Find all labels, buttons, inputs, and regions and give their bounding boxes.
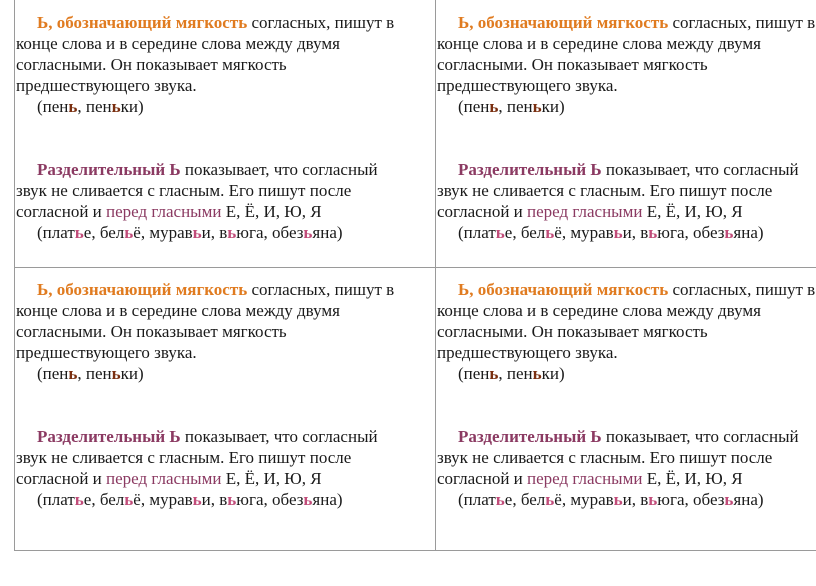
example-text: юга, обез [657,490,725,509]
rule-sep-text-3a: согласной и [437,202,528,221]
example-text: и, в [622,490,649,509]
example-text: юга, обез [657,223,725,242]
rule-card [16,279,436,539]
example-text: е, бел [504,223,546,242]
example-text: е, бел [83,223,125,242]
example-text: ё, мурав [554,490,614,509]
rule-sep-line-1 [437,159,816,180]
example-separating-sign: ь [192,490,202,509]
rule-soft-line-4: предшествующего звука. [16,76,197,95]
example-text: , пен [498,97,533,116]
spacer [437,117,816,159]
example-text: ки) [541,97,565,116]
soft-example-line [16,96,436,117]
example-text: юга, обез [236,490,304,509]
example-soft-sign: ь [532,364,542,383]
rule-sep-line-2: звук не сливается с гласным. Его пишут после [16,448,352,467]
example-soft-sign: ь [489,97,499,116]
example-separating-sign: ь [545,490,555,509]
example-text: ё, мурав [133,490,193,509]
example-text: ё, мурав [554,223,614,242]
rule-sep-text-3b: Е, Ё, И, Ю, Я [642,469,743,488]
highlight-before-vowels: перед гласными [527,469,643,488]
rule-sep-text-3b: Е, Ё, И, Ю, Я [221,469,322,488]
term-soft-sign: Ь, обозначающий мягкость [458,280,669,299]
term-separating-sign: Разделительный Ь [37,160,181,179]
rule-soft-line-1 [437,12,816,33]
term-soft-sign: Ь, обозначающий мягкость [37,13,248,32]
separating-example-line [437,222,816,243]
rule-card [437,12,816,272]
example-text: ки) [120,97,144,116]
example-text: юга, обез [236,223,304,242]
example-text: , пен [77,364,112,383]
example-text: ё, мурав [133,223,193,242]
example-separating-sign: ь [648,223,658,242]
example-separating-sign: ь [124,223,134,242]
example-separating-sign: ь [495,490,505,509]
term-soft-sign: Ь, обозначающий мягкость [458,13,669,32]
rule-sep-text-1: показывает, что согласный [180,160,378,179]
rule-card [437,279,816,539]
rule-sep-text-1: показывает, что согласный [601,160,799,179]
rule-sep-line-1 [16,159,436,180]
rule-sep-line-1 [437,426,816,447]
rule-soft-line-4: предшествующего звука. [437,343,618,362]
example-separating-sign: ь [613,223,623,242]
example-soft-sign: ь [68,97,78,116]
example-separating-sign: ь [303,223,313,242]
rule-soft-line-1 [16,12,436,33]
rule-sep-line-2: звук не сливается с гласным. Его пишут после [437,181,773,200]
example-separating-sign: ь [303,490,313,509]
rule-sep-text-3b: Е, Ё, И, Ю, Я [221,202,322,221]
example-soft-sign: ь [111,364,121,383]
rule-soft-line-2: конце слова и в середине слова между двумя [437,34,761,53]
rule-sep-line-3 [16,201,436,222]
example-separating-sign: ь [74,490,84,509]
rule-soft-line-3: согласными. Он показывает мягкость [437,322,708,341]
example-text: и, в [622,223,649,242]
rule-soft-text-1: согласных, пишут в [247,13,395,32]
rule-soft-line-4: предшествующего звука. [437,76,618,95]
rule-soft-line-3: согласными. Он показывает мягкость [437,55,708,74]
rule-sep-text-1: показывает, что согласный [180,427,378,446]
term-separating-sign: Разделительный Ь [458,160,602,179]
example-text: ки) [120,364,144,383]
rule-soft-line-3: согласными. Он показывает мягкость [16,55,287,74]
example-soft-sign: ь [489,364,499,383]
spacer [437,384,816,426]
rule-sep-line-1 [16,426,436,447]
example-text: (плат [37,490,75,509]
example-text: (плат [37,223,75,242]
rule-sep-line-2: звук не сливается с гласным. Его пишут после [437,448,773,467]
rule-soft-text-1: согласных, пишут в [668,13,816,32]
example-text: (плат [458,490,496,509]
example-text: (пен [37,97,69,116]
example-separating-sign: ь [227,223,237,242]
rule-soft-line-4: предшествующего звука. [16,343,197,362]
soft-example-line [437,96,816,117]
example-soft-sign: ь [532,97,542,116]
separating-example-line [16,489,436,510]
rule-soft-line-1 [437,279,816,300]
example-separating-sign: ь [545,223,555,242]
example-text: (пен [37,364,69,383]
example-text: е, бел [504,490,546,509]
rule-sep-text-3a: согласной и [16,469,107,488]
soft-example-line [16,363,436,384]
rule-soft-line-2: конце слова и в середине слова между двумя [16,301,340,320]
example-separating-sign: ь [124,490,134,509]
example-separating-sign: ь [227,490,237,509]
example-separating-sign: ь [724,490,734,509]
spacer [16,384,436,426]
rule-soft-text-1: согласных, пишут в [668,280,816,299]
rule-sep-text-3a: согласной и [16,202,107,221]
example-soft-sign: ь [68,364,78,383]
highlight-before-vowels: перед гласными [106,469,222,488]
example-text: яна) [733,223,764,242]
example-text: (пен [458,97,490,116]
soft-example-line [437,363,816,384]
example-separating-sign: ь [192,223,202,242]
rule-sep-line-2: звук не сливается с гласным. Его пишут после [16,181,352,200]
example-text: яна) [733,490,764,509]
example-separating-sign: ь [613,490,623,509]
example-separating-sign: ь [74,223,84,242]
example-text: и, в [201,223,228,242]
example-separating-sign: ь [648,490,658,509]
example-soft-sign: ь [111,97,121,116]
separating-example-line [16,222,436,243]
separating-example-line [437,489,816,510]
highlight-before-vowels: перед гласными [527,202,643,221]
rule-soft-line-2: конце слова и в середине слова между двумя [437,301,761,320]
spacer [16,117,436,159]
highlight-before-vowels: перед гласными [106,202,222,221]
example-text: , пен [77,97,112,116]
rule-sep-text-3a: согласной и [437,469,528,488]
term-soft-sign: Ь, обозначающий мягкость [37,280,248,299]
rule-sep-text-1: показывает, что согласный [601,427,799,446]
example-text: яна) [312,490,343,509]
example-text: , пен [498,364,533,383]
rule-soft-text-1: согласных, пишут в [247,280,395,299]
rule-soft-line-2: конце слова и в середине слова между двумя [16,34,340,53]
rule-sep-text-3b: Е, Ё, И, Ю, Я [642,202,743,221]
rule-card [16,12,436,272]
rule-sep-line-3 [437,201,816,222]
example-text: (пен [458,364,490,383]
rule-soft-line-1 [16,279,436,300]
example-text: е, бел [83,490,125,509]
example-separating-sign: ь [724,223,734,242]
term-separating-sign: Разделительный Ь [458,427,602,446]
rule-sep-line-3 [16,468,436,489]
example-separating-sign: ь [495,223,505,242]
example-text: ки) [541,364,565,383]
term-separating-sign: Разделительный Ь [37,427,181,446]
example-text: и, в [201,490,228,509]
rule-sep-line-3 [437,468,816,489]
rule-soft-line-3: согласными. Он показывает мягкость [16,322,287,341]
example-text: яна) [312,223,343,242]
example-text: (плат [458,223,496,242]
